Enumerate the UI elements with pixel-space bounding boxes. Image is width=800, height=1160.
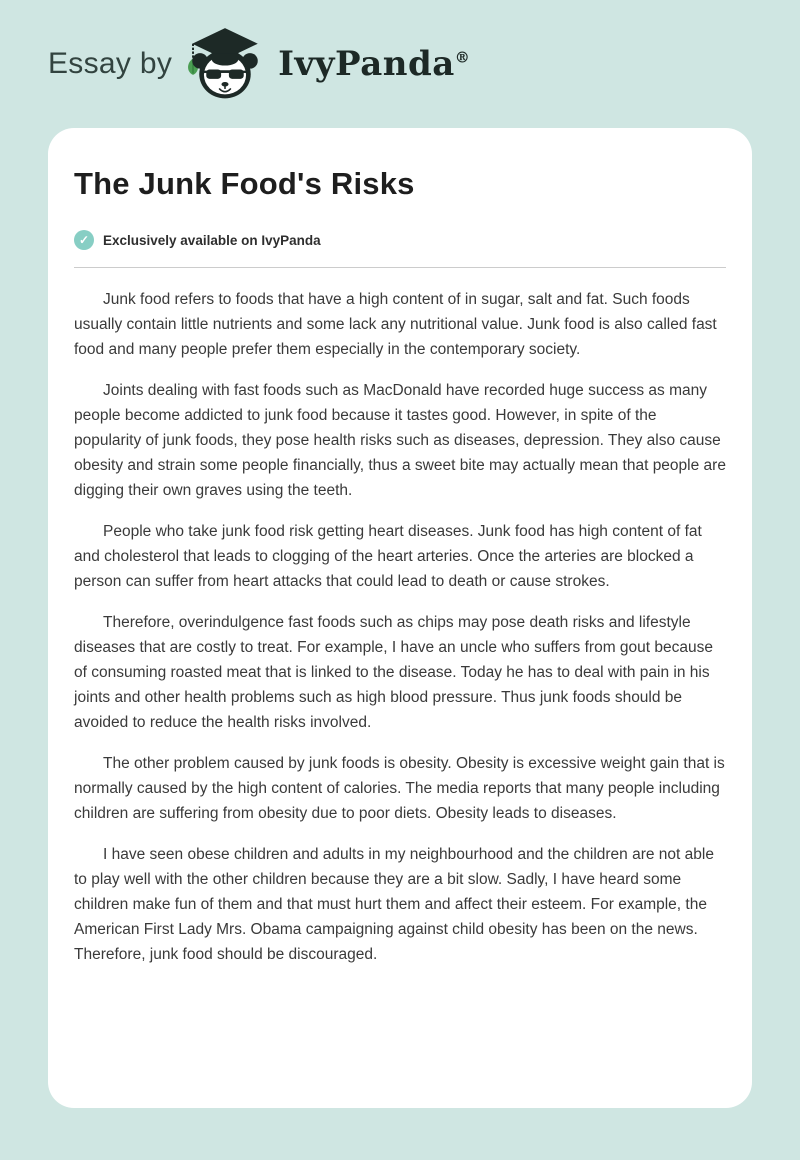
essay-paragraph: The other problem caused by junk foods is obesity. Obesity is excessive weight gain that is normally caused by the high content of calories. The media reports that many people including children are suffering from obesity due to poor diets. Obesity leads to diseases. <box>74 755 725 822</box>
registered-mark: ® <box>454 48 471 67</box>
brand-wordmark: IvyPanda® <box>278 44 471 84</box>
panda-graduate-logo-icon <box>186 25 264 103</box>
essay-body <box>74 287 726 967</box>
essay-card <box>48 128 752 1108</box>
essay-paragraph: I have seen obese children and adults in my neighbourhood and the children are not able to play well with the other children because they are a bit slow. Sadly, I have heard some children make fun of them and that must hurt them and affect their esteem. For example, the American First Lady Mrs. Obama campaigning against child obesity has been on the news. Therefore, junk food should be discouraged. <box>74 846 714 963</box>
availability-label: Exclusively available on IvyPanda <box>103 232 321 248</box>
essay-paragraph: Joints dealing with fast foods such as MacDonald have recorded huge success as many people become addicted to junk food because it tastes good. However, in spite of the popularity of junk foods, they pose health risks such as diseases, depression. They also cause obesity and strain some people financially, thus a sweet bite may actually mean that people are digging their own graves using the teeth. <box>74 382 726 499</box>
page-title: The Junk Food's Risks <box>74 166 415 201</box>
availability-badge <box>74 230 726 250</box>
site-header <box>0 0 800 128</box>
essay-by-label: Essay by <box>48 47 173 80</box>
divider <box>74 267 726 268</box>
essay-paragraph: Therefore, overindulgence fast foods such as chips may pose death risks and lifestyle diseases that are costly to treat. For example, I have an uncle who suffers from gout because of consuming roasted meat that is linked to the disease. Today he has to deal with pain in his joints and other health problems such as high blood pressure. Thus junk foods should be avoided to reduce the health risks involved. <box>74 614 713 731</box>
essay-paragraph: Junk food refers to foods that have a high content of in sugar, salt and fat. Such foods usually contain little nutrients and some lack any nutritional value. Junk food is also called fast food and many people prefer them especially in the contemporary society. <box>74 291 717 358</box>
check-icon: ✓ <box>74 230 94 250</box>
essay-paragraph: People who take junk food risk getting heart diseases. Junk food has high content of fat and cholesterol that leads to clogging of the heart arteries. Once the arteries are blocked a person can suffer from heart attacks that could lead to death or cause strokes. <box>74 523 702 590</box>
